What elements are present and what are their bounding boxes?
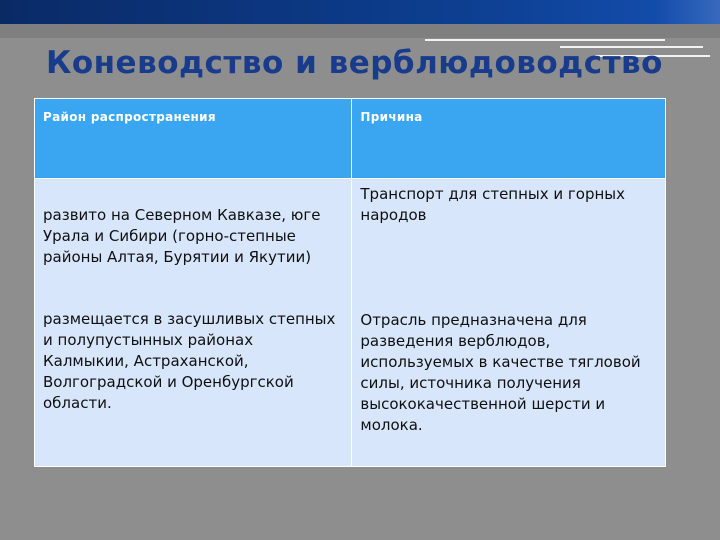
- area-text-1: развито на Северном Кавказе, юге Урала и Сибири (горно-степные районы Алтая, Бурятии и Якутии): [43, 206, 321, 266]
- slide-title: Коневодство и верблюдоводство: [46, 45, 663, 81]
- header-area: Район распространения: [35, 99, 352, 179]
- top-gray-strip: [0, 24, 720, 38]
- reason-text-1: Транспорт для степных и горных народов: [360, 185, 626, 224]
- table-header-row: [35, 99, 666, 179]
- area-text-2: размещается в засушливых степных и полупустынных районах Калмыкии, Астраханской, Волгоградской и Оренбургской области.: [43, 310, 336, 412]
- top-header-band: [0, 0, 720, 24]
- header-reason: Причина: [352, 99, 666, 179]
- reason-text-2: Отрасль предназначена для разведения верблюдов, используемых в качестве тягловой силы, источника получения высококачественной шерсти и молока.: [360, 311, 641, 434]
- content-table: [34, 98, 666, 467]
- top-band-highlight: [655, 0, 720, 24]
- reason-cell: [352, 179, 666, 467]
- area-cell: [35, 179, 352, 467]
- table-row: [35, 179, 666, 467]
